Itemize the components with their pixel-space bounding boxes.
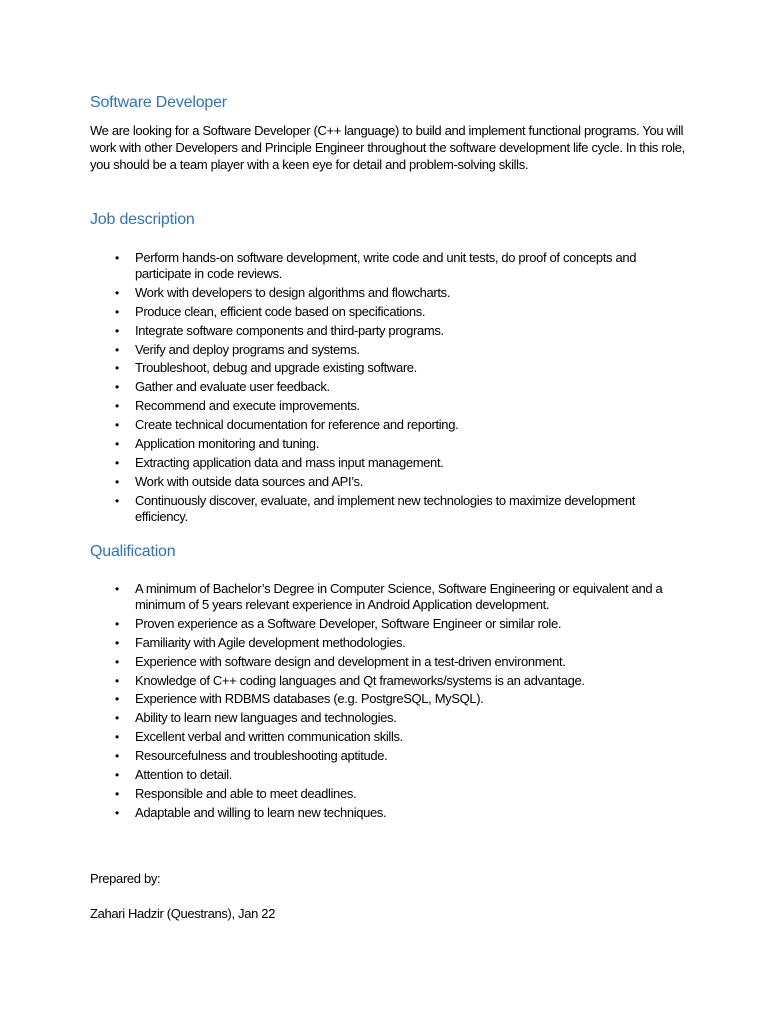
bullet-icon: • bbox=[115, 342, 119, 357]
bullet-icon: • bbox=[115, 730, 119, 745]
bullet-icon: • bbox=[115, 805, 119, 820]
list-item bbox=[90, 616, 690, 632]
list-item-text: A minimum of Bachelor’s Degree in Computer Science, Software Engineering or equivalent and a minimum of 5 years relevant experience in Android Application development. bbox=[135, 581, 663, 612]
bullet-icon: • bbox=[115, 654, 119, 669]
list-item bbox=[90, 379, 690, 395]
list-item bbox=[90, 691, 690, 707]
document-title: Software Developer bbox=[90, 94, 227, 111]
prepared-by-label: Prepared by: bbox=[90, 871, 161, 886]
list-item bbox=[90, 342, 690, 358]
job-description-heading: Job description bbox=[90, 211, 195, 228]
bullet-icon: • bbox=[115, 493, 119, 508]
bullet-icon: • bbox=[115, 768, 119, 783]
list-item bbox=[90, 474, 690, 490]
bullet-icon: • bbox=[115, 692, 119, 707]
list-item-text: Resourcefulness and troubleshooting aptitude. bbox=[135, 748, 388, 764]
list-item bbox=[90, 455, 690, 471]
list-item-text: Responsible and able to meet deadlines. bbox=[135, 785, 357, 801]
list-item-text: Troubleshoot, debug and upgrade existing software. bbox=[135, 360, 417, 376]
list-item-text: Work with outside data sources and API’s. bbox=[135, 473, 363, 489]
list-item-text: Integrate software components and third-party programs. bbox=[135, 322, 444, 338]
list-item-text: Perform hands-on software development, write code and unit tests, do proof of concepts and participate in code reviews. bbox=[135, 250, 637, 281]
list-item bbox=[90, 398, 690, 414]
list-item-text: Adaptable and willing to learn new techniques. bbox=[135, 804, 387, 820]
list-item-text: Attention to detail. bbox=[135, 767, 233, 783]
list-item bbox=[90, 493, 690, 525]
list-item-text: Continuously discover, evaluate, and implement new technologies to maximize development efficiency. bbox=[135, 492, 635, 524]
list-item-text: Gather and evaluate user feedback. bbox=[135, 379, 330, 395]
list-item-text: Experience with RDBMS databases (e.g. PostgreSQL, MySQL). bbox=[135, 691, 484, 707]
list-item bbox=[90, 436, 690, 452]
list-item bbox=[90, 767, 690, 783]
list-item bbox=[90, 417, 690, 433]
intro-paragraph: We are looking for a Software Developer (C++ language) to build and implement functional programs. You will work with other Developers and Principle Engineer throughout the software development life cycle. In this role, you should be a team player with a keen eye for detail and problem-solving skills. bbox=[90, 123, 685, 172]
job-description-list bbox=[90, 250, 690, 528]
bullet-icon: • bbox=[115, 285, 119, 300]
list-item-text: Ability to learn new languages and technologies. bbox=[135, 710, 397, 726]
bullet-icon: • bbox=[115, 437, 119, 452]
bullet-icon: • bbox=[115, 455, 119, 470]
bullet-icon: • bbox=[115, 323, 119, 338]
list-item bbox=[90, 673, 690, 689]
qualification-list bbox=[90, 581, 690, 824]
list-item bbox=[90, 360, 690, 376]
author-line: Zahari Hadzir (Questrans), Jan 22 bbox=[90, 906, 275, 921]
list-item-text: Create technical documentation for reference and reporting. bbox=[135, 417, 459, 433]
list-item bbox=[90, 729, 690, 745]
bullet-icon: • bbox=[115, 380, 119, 395]
bullet-icon: • bbox=[115, 399, 119, 414]
list-item-text: Application monitoring and tuning. bbox=[135, 436, 319, 452]
bullet-icon: • bbox=[115, 304, 119, 319]
list-item bbox=[90, 635, 690, 651]
list-item bbox=[90, 250, 690, 282]
list-item bbox=[90, 654, 690, 670]
bullet-icon: • bbox=[115, 786, 119, 801]
bullet-icon: • bbox=[115, 418, 119, 433]
list-item bbox=[90, 786, 690, 802]
list-item-text: Excellent verbal and written communication skills. bbox=[135, 729, 403, 745]
list-item-text: Produce clean, efficient code based on specifications. bbox=[135, 303, 426, 319]
list-item bbox=[90, 710, 690, 726]
list-item-text: Experience with software design and development in a test-driven environment. bbox=[135, 653, 566, 669]
qualification-heading: Qualification bbox=[90, 543, 176, 560]
list-item-text: Recommend and execute improvements. bbox=[135, 398, 360, 414]
list-item-text: Knowledge of C++ coding languages and Qt frameworks/systems is an advantage. bbox=[135, 672, 585, 688]
bullet-icon: • bbox=[115, 582, 119, 596]
bullet-icon: • bbox=[115, 616, 119, 631]
list-item-text: Proven experience as a Software Developer, Software Engineer or similar role. bbox=[135, 615, 562, 631]
list-item bbox=[90, 748, 690, 764]
list-item bbox=[90, 304, 690, 320]
list-item bbox=[90, 323, 690, 339]
list-item bbox=[90, 581, 690, 613]
list-item-text: Familiarity with Agile development methodologies. bbox=[135, 634, 406, 650]
list-item bbox=[90, 285, 690, 301]
bullet-icon: • bbox=[115, 474, 119, 489]
bullet-icon: • bbox=[115, 361, 119, 376]
bullet-icon: • bbox=[115, 749, 119, 764]
list-item-text: Verify and deploy programs and systems. bbox=[135, 341, 360, 357]
bullet-icon: • bbox=[115, 711, 119, 726]
bullet-icon: • bbox=[115, 251, 119, 265]
list-item bbox=[90, 805, 690, 821]
list-item-text: Work with developers to design algorithms and flowcharts. bbox=[135, 284, 451, 300]
bullet-icon: • bbox=[115, 673, 119, 688]
list-item-text: Extracting application data and mass input management. bbox=[135, 454, 444, 470]
bullet-icon: • bbox=[115, 635, 119, 650]
